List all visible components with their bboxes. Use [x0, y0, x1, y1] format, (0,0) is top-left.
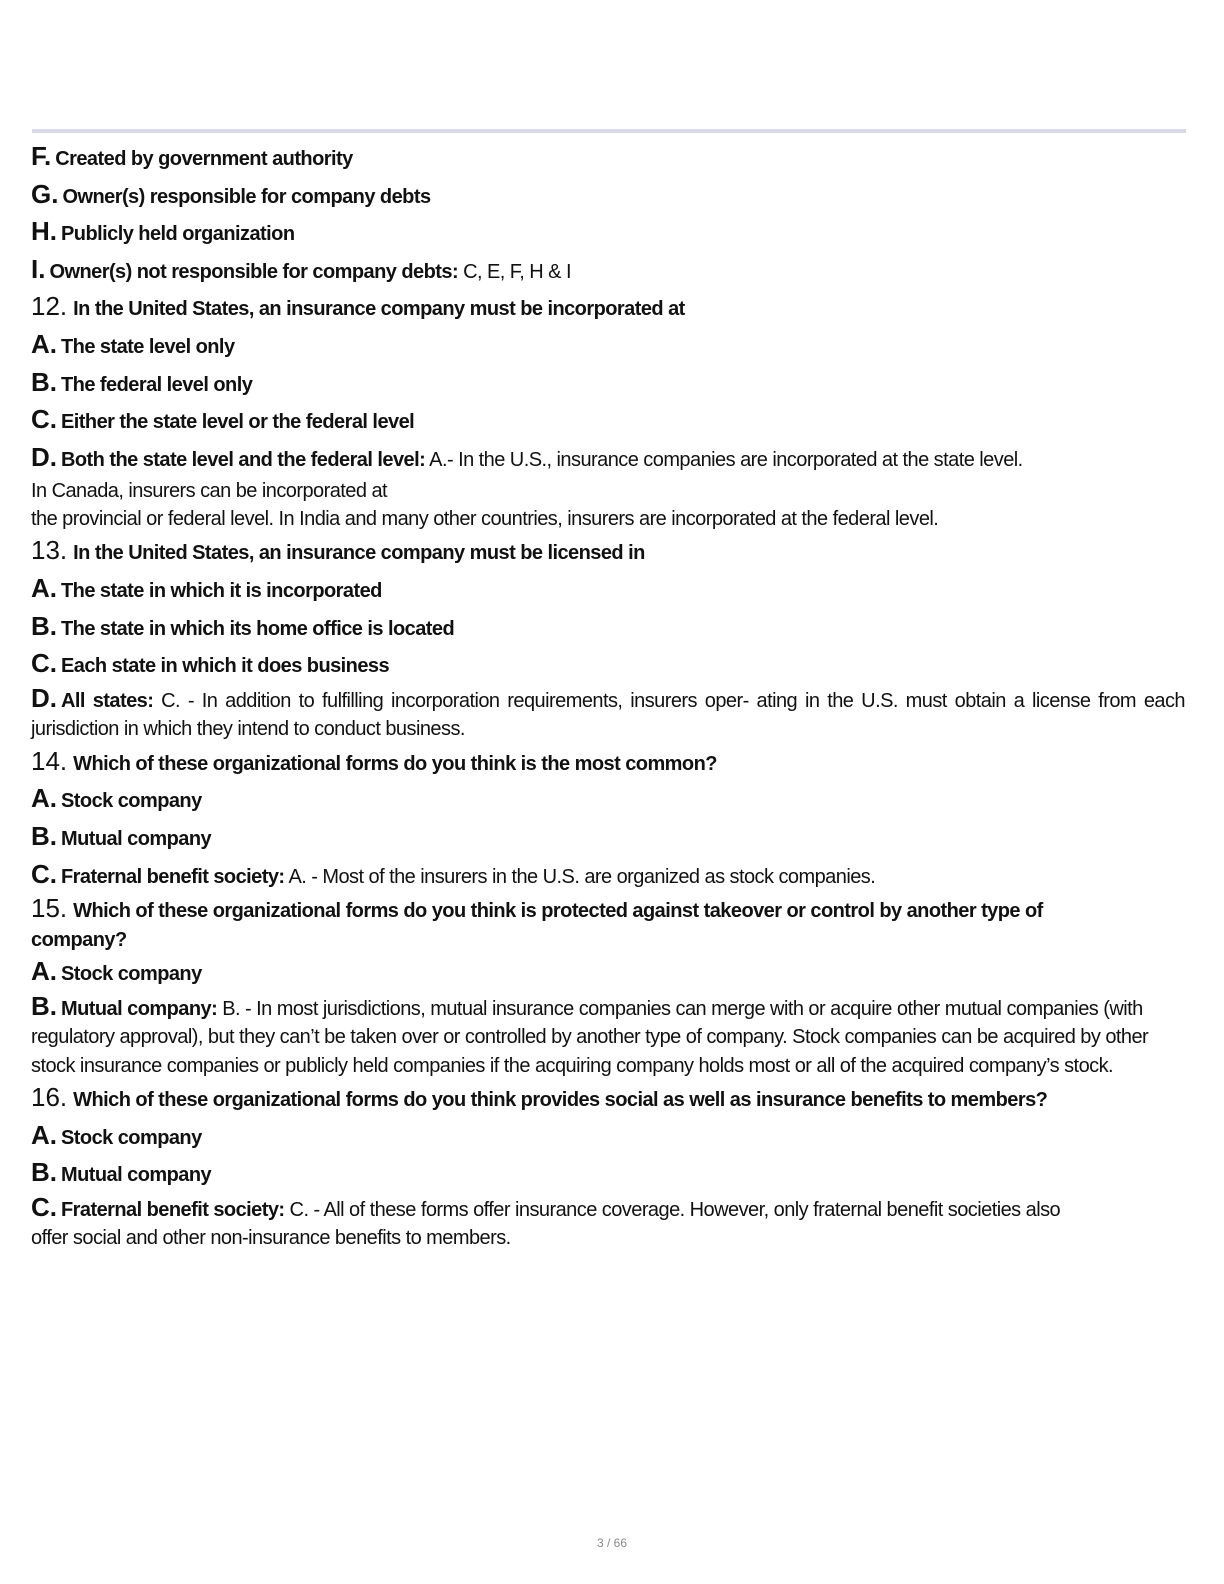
- question-line: [31, 894, 1131, 954]
- option-line: [31, 1118, 1185, 1156]
- option-line: [31, 440, 1185, 478]
- option-text: Mutual company: [61, 1164, 212, 1187]
- question-line: [31, 289, 1185, 327]
- option-text: Mutual company:: [61, 997, 218, 1020]
- answer-text: C, E, F, H & I: [458, 260, 571, 283]
- question-text: Which of these organizational forms do you think provides social as well as insurance benefits to members?: [73, 1089, 1048, 1112]
- option-label: D.: [31, 441, 57, 472]
- option-label: A.: [31, 783, 57, 814]
- option-label: A.: [31, 572, 57, 603]
- page-number: 3 / 66: [596, 1536, 628, 1550]
- option-label: G.: [31, 178, 59, 209]
- answer-text: C. - In addition to fulfilling incorporation requirements, insurers oper- ating in the U.S. must obtain a license from each jurisdiction in which they intend to conduct business.: [31, 689, 1185, 741]
- option-text: Stock company: [61, 790, 202, 813]
- option-text: The state in which it is incorporated: [61, 579, 382, 602]
- option-label: B.: [31, 366, 57, 397]
- question-line: [31, 533, 1185, 571]
- option-line: [31, 857, 1185, 895]
- question-number: 13.: [31, 535, 68, 566]
- question-line: [31, 1080, 1185, 1118]
- question-number: 14.: [31, 745, 68, 776]
- option-line: [31, 214, 1185, 252]
- option-label: C.: [31, 1191, 57, 1222]
- option-label: D.: [31, 682, 57, 713]
- option-label: B.: [31, 1157, 57, 1188]
- option-text: Owner(s) not responsible for company debts:: [49, 260, 459, 283]
- header-divider: [32, 129, 1186, 133]
- option-label: C.: [31, 404, 57, 435]
- option-text: Stock company: [61, 963, 202, 986]
- option-text: Each state in which it does business: [61, 655, 390, 678]
- question-number: 12.: [31, 291, 68, 322]
- option-text: Fraternal benefit society:: [61, 865, 285, 888]
- question-number: 15.: [31, 893, 68, 924]
- document-body: [31, 139, 1185, 1253]
- option-line: [31, 954, 1185, 992]
- answer-text: A. - Most of the insurers in the U.S. are organized as stock companies.: [284, 865, 876, 888]
- option-text: Either the state level or the federal level: [61, 411, 415, 434]
- option-line: [31, 819, 1185, 857]
- option-text: Publicly held organization: [61, 223, 295, 246]
- option-label: I.: [31, 253, 46, 284]
- option-line: [31, 252, 1185, 290]
- option-line: [31, 327, 1185, 365]
- option-label: H.: [31, 216, 57, 247]
- option-line: [31, 402, 1185, 440]
- answer-continuation: the provincial or federal level. In India and many other countries, insurers are incorporated at the federal level.: [31, 508, 939, 531]
- option-text: Created by government authority: [55, 148, 353, 170]
- option-text: All states:: [61, 689, 154, 712]
- option-label: B.: [31, 610, 57, 641]
- answer-text: A.- In the U.S., insurance companies are incorporated at the state level.: [425, 448, 1023, 471]
- question-text: In the United States, an insurance company must be incorporated at: [73, 298, 685, 321]
- option-text: Owner(s) responsible for company debts: [62, 185, 431, 208]
- option-line: [31, 139, 1185, 177]
- question-text: Which of these organizational forms do you think is protected against takeover or control by another type of company?: [31, 900, 1043, 951]
- question-text: Which of these organizational forms do you think is the most common?: [73, 752, 717, 775]
- answer-continuation: In Canada, insurers can be incorporated at: [31, 480, 388, 503]
- option-label: A.: [31, 1119, 57, 1150]
- question-number: 16.: [31, 1082, 68, 1113]
- option-line: [31, 177, 1185, 215]
- question-line: [31, 744, 1185, 782]
- option-text: The state in which its home office is located: [61, 617, 455, 640]
- option-label: A.: [31, 956, 57, 987]
- option-label: B.: [31, 820, 57, 851]
- option-text: Mutual company: [61, 827, 212, 850]
- option-text: Both the state level and the federal level:: [61, 448, 426, 471]
- option-text: The federal level only: [61, 373, 253, 396]
- option-line: [31, 365, 1185, 403]
- option-label: A.: [31, 328, 57, 359]
- option-text: Fraternal benefit society:: [61, 1198, 285, 1221]
- answer-text: B. - In most jurisdictions, mutual insurance companies can merge with or acquire other mutual companies (with regulatory approval), but they can’t be taken over or controlled by another type of company. Stock companies can be acquired by other stock insurance companies or publicly held companies if the acquiring company holds most or all of the acquired company’s stock.: [31, 997, 1149, 1077]
- option-text: The state level only: [61, 335, 235, 358]
- option-line: [31, 571, 1185, 609]
- option-label: C.: [31, 648, 57, 679]
- option-label: B.: [31, 990, 57, 1021]
- question-text: In the United States, an insurance company must be licensed in: [73, 542, 645, 565]
- option-line: [31, 781, 1185, 819]
- option-line: [31, 1155, 1185, 1193]
- option-label: C.: [31, 858, 57, 889]
- option-line: [31, 684, 1185, 744]
- option-line: [31, 646, 1185, 684]
- option-line: [31, 992, 1166, 1081]
- answer-text: C. - All of these forms offer insurance coverage. However, only fraternal benefit societies also offer social and other non-insurance benefits to members.: [31, 1198, 1061, 1250]
- option-line: [31, 1193, 1101, 1253]
- option-text: Stock company: [61, 1126, 202, 1149]
- option-label: F.: [31, 141, 52, 171]
- option-line: [31, 609, 1185, 647]
